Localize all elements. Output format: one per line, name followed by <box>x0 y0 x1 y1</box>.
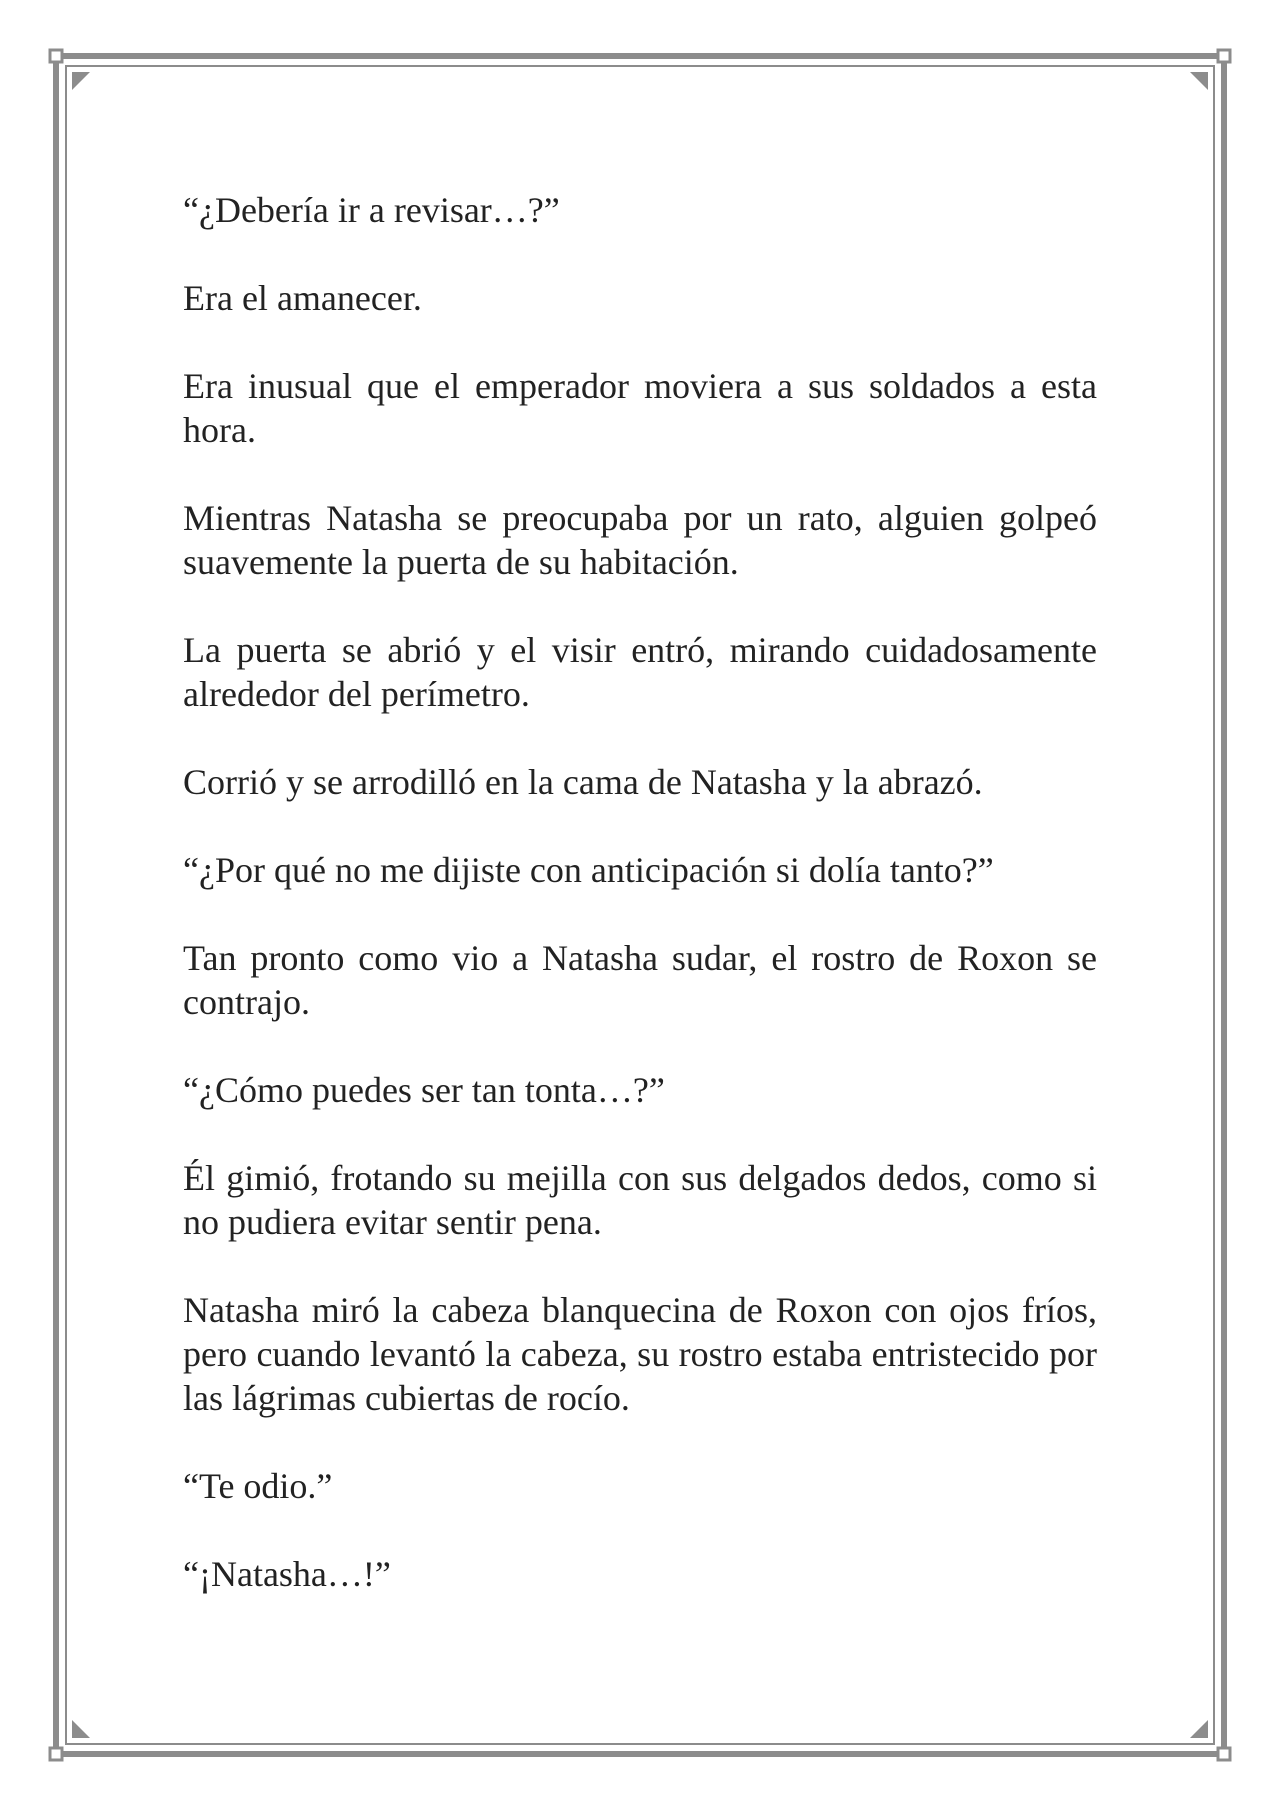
paragraph: Era el amanecer. <box>183 278 422 318</box>
paragraph: Tan pronto como vio a Natasha sudar, el rostro de Roxon se contrajo. <box>183 938 1097 1022</box>
paragraph: “¿Cómo puedes ser tan tonta…?” <box>183 1070 665 1110</box>
paragraph: “¡Natasha…!” <box>183 1554 391 1594</box>
paragraph: “¿Debería ir a revisar…?” <box>183 190 560 230</box>
paragraph: Era inusual que el emperador moviera a sus soldados a esta hora. <box>183 366 1097 450</box>
paragraph: “Te odio.” <box>183 1466 333 1506</box>
paragraph: “¿Por qué no me dijiste con anticipación si dolía tanto?” <box>183 850 994 890</box>
paragraph: Natasha miró la cabeza blanquecina de Roxon con ojos fríos, pero cuando levantó la cabeza, su rostro estaba entristecido por las lágrimas cubiertas de rocío. <box>183 1290 1097 1418</box>
paragraph: Corrió y se arrodilló en la cama de Natasha y la abrazó. <box>183 762 983 802</box>
story-text <box>183 188 1097 1640</box>
paragraph: La puerta se abrió y el visir entró, mirando cuidadosamente alrededor del perímetro. <box>183 630 1097 714</box>
paragraph: Mientras Natasha se preocupaba por un rato, alguien golpeó suavemente la puerta de su habitación. <box>183 498 1097 582</box>
paragraph: Él gimió, frotando su mejilla con sus delgados dedos, como si no pudiera evitar sentir pena. <box>183 1158 1097 1242</box>
